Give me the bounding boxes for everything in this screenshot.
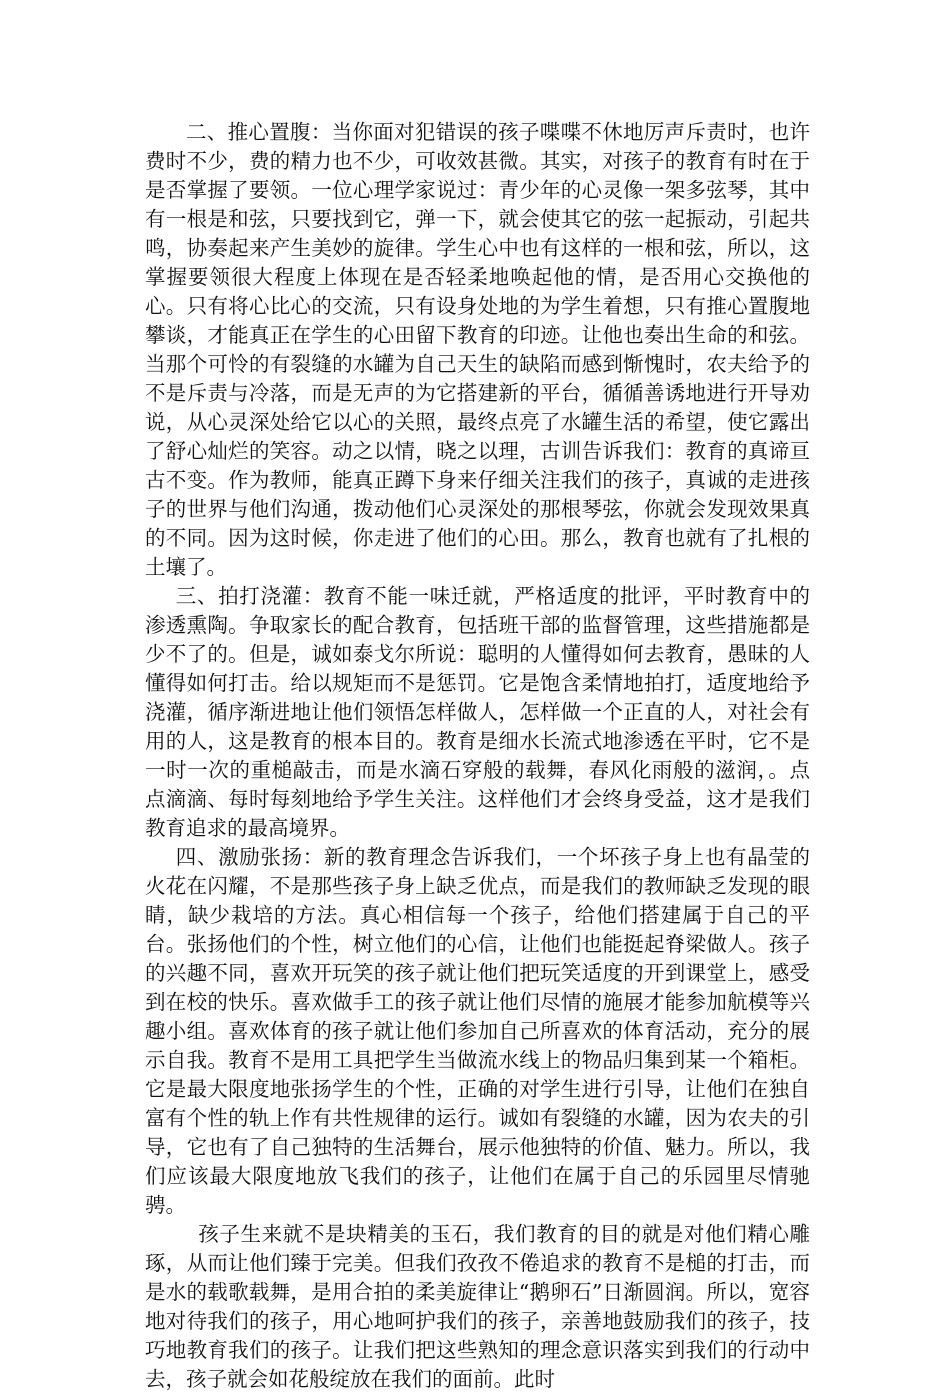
paragraph-jili-zhangyang: 四、激励张扬：新的教育理念告诉我们，一个坏孩子身上也有晶莹的火花在闪耀，不是那些孩子身上缺乏优点，而是我们的教师缺乏发现的眼睛，缺少栽培的方法。真心相信每一个孩子，给他们搭建属于自己的平台。张扬他们的个性，树立他们的心信，让他们也能挺起脊梁做人。孩子的兴趣不同，喜欢开玩笑的孩子就让他们把玩笑适度的开到课堂上，感受到在校的快乐。喜欢做手工的孩子就让他们尽情的施展才能参加航模等兴趣小组。喜欢体育的孩子就让他们参加自己所喜欢的体育活动，充分的展示自我。教育不是用工具把学生当做流水线上的物品归集到某一个箱柜。它是最大限度地张扬学生的个性，正确的对学生进行引导，让他们在独自富有个性的轨上作有共性规律的运行。诚如有裂缝的水罐，因为农夫的引导，它也有了自己独特的生活舞台，展示他独特的价值、魅力。所以，我们应该最大限度地放飞我们的孩子，让他们在属于自己的乐园里尽情驰骋。 [145, 845, 810, 1217]
paragraph-paida-jiaoguan: 三、拍打浇灌：教育不能一味迁就，严格适度的批评，平时教育中的渗透熏陶。争取家长的配合教育，包括班干部的监督管理，这些措施都是少不了的。但是，诚如泰戈尔所说：聪明的人懂得如何去教育，愚昧的人懂得如何打击。给以规矩而不是惩罚。它是饱含柔情地拍打，适度地给予浇灌，循序渐进地让他们领悟怎样做人，怎样做一个正直的人，对社会有用的人，这是教育的根本目的。教育是细水长流式地渗透在平时，它不是一时一次的重槌敲击，而是水滴石穿般的载舞，春风化雨般的滋润，。点点滴滴、每时每刻地给予学生关注。这样他们才会终身受益，这才是我们教育追求的最高境界。 [145, 584, 810, 840]
document-page [145, 118, 810, 1394]
paragraph-tuixin-zhifu: 二、推心置腹：当你面对犯错误的孩子喋喋不休地厉声斥责时，也许费时不少，费的精力也不少，可收效甚微。其实，对孩子的教育有时在于是否掌握了要领。一位心理学家说过：青少年的心灵像一架多弦琴，其中有一根是和弦，只要找到它，弹一下，就会使其它的弦一起振动，引起共鸣，协奏起来产生美妙的旋律。学生心中也有这样的一根和弦，所以，这掌握要领很大程度上体现在是否轻柔地唤起他的情，是否用心交换他的心。只有将心比心的交流，只有设身处地的为学生着想，只有推心置腹地攀谈，才能真正在学生的心田留下教育的印迹。让他也奏出生命的和弦。当那个可怜的有裂缝的水罐为自己天生的缺陷而感到惭愧时，农夫给予的不是斥责与冷落，而是无声的为它搭建新的平台，循循善诱地进行开导劝说，从心灵深处给它以心的关照，最终点亮了水罐生活的希望，使它露出了舒心灿烂的笑容。动之以情，晓之以理，古训告诉我们：教育的真谛亘古不变。作为教师，能真正蹲下身来仔细关注我们的孩子，真诚的走进孩子的世界与他们沟通，拨动他们心灵深处的那根琴弦，你就会发现效果真的不同。因为这时候，你走进了他们的心田。那么，教育也就有了扎根的土壤了。 [145, 120, 810, 579]
paragraph-conclusion: 孩子生来就不是块精美的玉石，我们教育的目的就是对他们精心雕琢，从而让他们臻于完美。但我们孜孜不倦追求的教育不是槌的打击，而是水的载歌载舞，是用合拍的柔美旋律让“鹅卵石”日渐圆润。所以，宽容地对待我们的孩子，用心地呵护我们的孩子，亲善地鼓励我们的孩子，技巧地教育我们的孩子。让我们把这些熟知的理念意识落实到我们的行动中去，孩子就会如花般绽放在我们的面前。此时 [145, 1222, 810, 1391]
